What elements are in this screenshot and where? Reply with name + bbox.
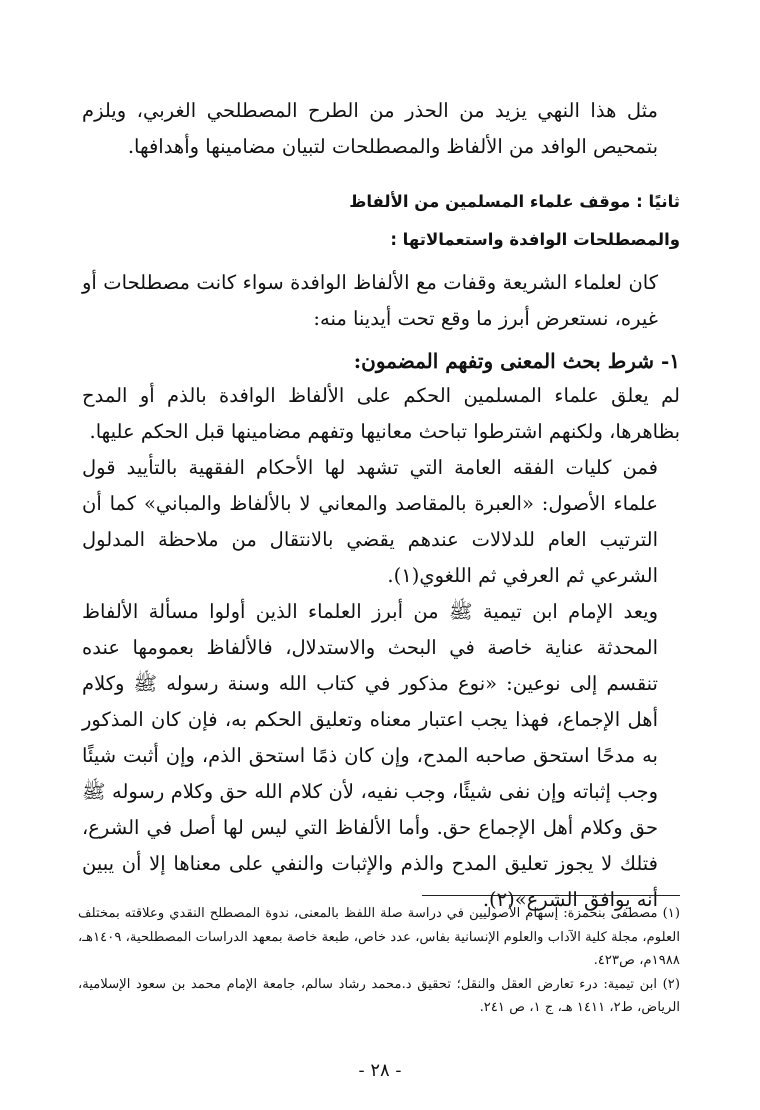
section-intro: [82, 265, 680, 337]
body-paragraph-3: ويعد الإمام ابن تيمية ﷺ من أبرز العلماء الذين أولوا مسألة الألفاظ المحدثة عناية خاصة في البحث والاستدلال، فالألفاظ بعمومها عنده تنقسم إلى نوعين: «نوع مذكور في كتاب الله وسنة رسوله ﷺ وكلام أهل الإجماع، فهذا يجب اعتبار معناه وتعليق الحكم به، فإن كان المذكور به مدحًا استحق صاحبه المدح، وإن كان ذمًا استحق الذم، وإن أثبت شيئًا وجب إثباته وإن نفى شيئًا، وجب نفيه، لأن كلام الله حق وكلام رسوله ﷺ حق وكلام أهل الإجماع حق. وأما الألفاظ التي ليس لها أصل في الشرع، فتلك لا يجوز تعليق المدح والذم والإثبات والنفي على معناها إلا أن يبين أنه يوافق الشرع»(٢).: [82, 600, 658, 911]
section-heading-line-1: ثانيًا : موقف علماء المسلمين من الألفاظ: [349, 192, 680, 211]
footnote-1: (١) مصطفى بنحمزة: إسهام الأصوليين في دراسة صلة اللفظ بالمعنى، ندوة المصطلح النقدي وعلاقته بمختلف العلوم، مجلة كلية الآداب والعلوم الإنسانية بفاس، عدد خاص، طبعة خاصة بمعهد الدراسات المصطلحية، ١٤٠٩هـ، ١٩٨٨م، ص٤٢٣.: [78, 906, 680, 968]
section-heading: [120, 183, 680, 259]
subsection-heading: [82, 343, 680, 379]
body-paragraph-1: لم يعلق علماء المسلمين الحكم على الألفاظ الوافدة بالذم أو المدح بظاهرها، ولكنهم اشترطوا تباحث معانيها وتفهم مضامينها قبل الحكم عليها.: [82, 384, 680, 443]
footnotes: [78, 902, 680, 1020]
section-intro-text: كان لعلماء الشريعة وقفات مع الألفاظ الوافدة سواء كانت مصطلحات أو غيره، نستعرض أبرز ما وقع تحت أيدينا منه:: [82, 271, 658, 330]
page-number: - ٢٨ -: [358, 1060, 402, 1081]
intro-paragraph: [82, 93, 680, 165]
main-body: [82, 378, 680, 918]
footnote-2: (٢) ابن تيمية: درء تعارض العقل والنقل؛ تحقيق د.محمد رشاد سالم، جامعة الإمام محمد بن سعود الإسلامية، الرياض، ط٢، ١٤١١ هـ، ج ١، ص ٢٤١.: [78, 976, 680, 1015]
footnote-separator: [422, 895, 680, 896]
subsection-heading-text: ١- شرط بحث المعنى وتفهم المضمون:: [353, 349, 680, 373]
section-heading-line-2: والمصطلحات الوافدة واستعمالاتها :: [390, 230, 680, 249]
intro-text: مثل هذا النهي يزيد من الحذر من الطرح المصطلحي الغربي، ويلزم بتمحيص الوافد من الألفاظ والمصطلحات لتبيان مضامينها وأهدافها.: [82, 99, 658, 158]
body-paragraph-2: فمن كليات الفقه العامة التي تشهد لها الأحكام الفقهية بالتأييد قول علماء الأصول: «العبرة بالمقاصد والمعاني لا بالألفاظ والمباني» كما أن الترتيب العام للدلالات عندهم يقضي بالانتقال من ملاحظة المدلول الشرعي ثم العرفي ثم اللغوي(١).: [82, 456, 658, 587]
